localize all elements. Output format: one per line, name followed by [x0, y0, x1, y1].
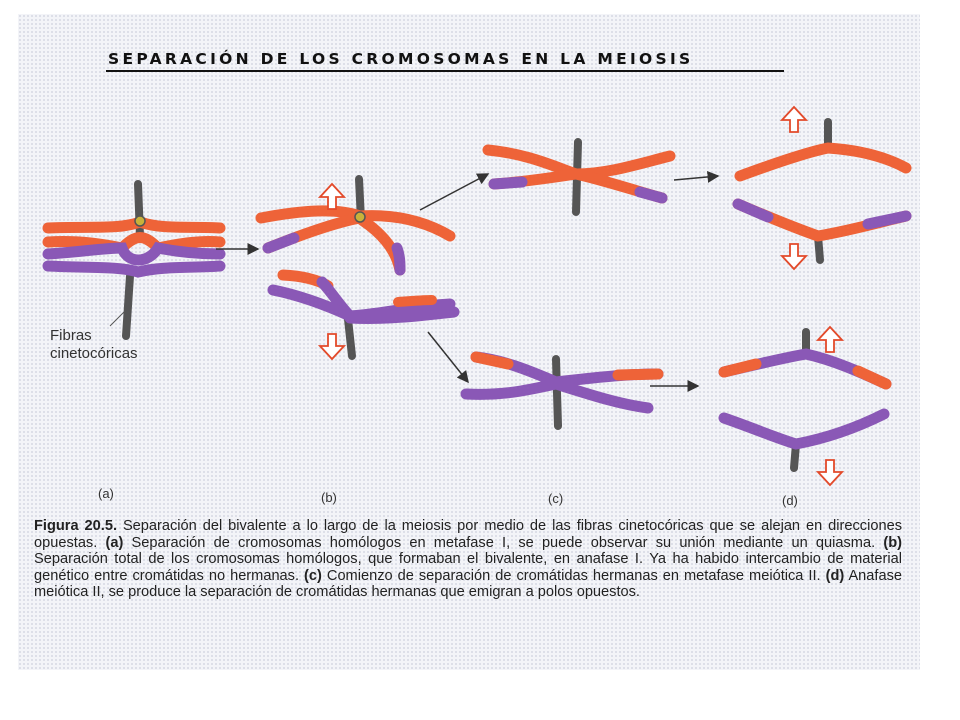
figure-caption	[34, 518, 902, 601]
caption-b-label: (b)	[883, 534, 902, 551]
caption-a-label: (a)	[105, 534, 124, 551]
caption-d-label: (d)	[825, 567, 845, 584]
caption-intro: Separación del bivalente a lo largo de la meiosis por medio de las fibras cinetocóricas que se alejan en direcciones opuestas.	[34, 518, 902, 551]
caption-b-text: Separación total de los cromosomas homólogos, que formaban el bivalente, en anafase I. Ya ha habido intercambio de material genético entre cromátidas no hermanas.	[34, 551, 902, 584]
chromatid-d-upper-purple-left	[738, 204, 768, 217]
chromatid-a-purple-1	[48, 248, 220, 260]
centromere-b-upper	[355, 212, 365, 222]
chromatid-b-upper-left-purple-tip	[268, 238, 294, 248]
pole-arrow-d1-up	[782, 107, 806, 132]
arrow-c-to-d-upper	[674, 176, 718, 180]
chromatid-c-upper-purple-left	[494, 182, 522, 184]
panel-label-c: (c)	[548, 491, 564, 506]
fibers-label-line-2: cinetocóricas	[50, 345, 138, 362]
chromatid-d-lower-top-orange-right	[858, 371, 886, 384]
panel-label-d: (d)	[782, 493, 798, 508]
chromatid-c-lower-1-orange-right	[618, 374, 658, 375]
chromatid-b-upper-right-purple-tip	[397, 248, 400, 270]
chromatid-d-upper-purple-right	[868, 216, 906, 224]
caption-d-text: Anafase meiótica II, se produce la separación de cromátidas hermanas que emigran a polos opuestos.	[34, 567, 902, 601]
chromatid-d-lower-top-orange-left	[724, 364, 756, 372]
caption-c-label: (c)	[304, 567, 322, 584]
chromatid-a-purple-2	[48, 266, 220, 272]
fibers-label-line-1: Fibras	[50, 327, 92, 344]
panel-d-upper-chromatids	[738, 122, 906, 260]
chromatid-d-upper-orange	[740, 148, 906, 176]
pole-arrow-d1-down	[782, 244, 806, 269]
panel-d-lower-chromatids	[724, 332, 886, 468]
caption-a-text: Separación de cromosomas homólogos en metafase I, se puede observar su unión mediante un quiasma.	[131, 534, 876, 551]
arrow-b-to-c-upper	[420, 174, 488, 210]
fiber-c-lower	[556, 359, 558, 426]
panel-label-b: (b)	[321, 490, 337, 505]
chromatid-c-upper-purple-right	[640, 192, 662, 198]
chromatid-c-lower-1-orange-left	[476, 357, 508, 364]
chromatid-a-orange-1	[48, 222, 220, 228]
panel-c-lower-chromosome	[466, 357, 658, 426]
fibers-label	[50, 327, 138, 363]
pole-arrow-d2-up	[818, 327, 842, 352]
slide-title: SEPARACIÓN DE LOS CROMOSOMAS EN LA MEIOSIS	[108, 50, 694, 68]
arrow-b-to-c-lower	[428, 332, 468, 382]
caption-figure-ref: Figura 20.5.	[34, 518, 117, 534]
fiber-b-bottom	[348, 319, 352, 356]
fibers-label-leader	[110, 312, 124, 326]
panel-b-lower-chromosome	[273, 275, 454, 356]
caption-c-text: Comienzo de separación de cromátidas hermanas en metafase meiótica II.	[326, 567, 821, 584]
panel-c-upper-chromosome	[488, 142, 670, 212]
panel-a-bivalent	[48, 184, 220, 336]
pole-arrow-d2-down	[818, 460, 842, 485]
pole-arrow-b-up	[320, 184, 344, 209]
panel-label-a: (a)	[98, 486, 114, 501]
chromatid-b-lower-right-orange	[398, 300, 432, 302]
chromatid-d-lower-bottom	[724, 414, 884, 444]
panel-b-upper-chromosome	[261, 179, 450, 270]
pole-arrow-b-down	[320, 334, 344, 359]
chiasma-a	[135, 216, 145, 226]
